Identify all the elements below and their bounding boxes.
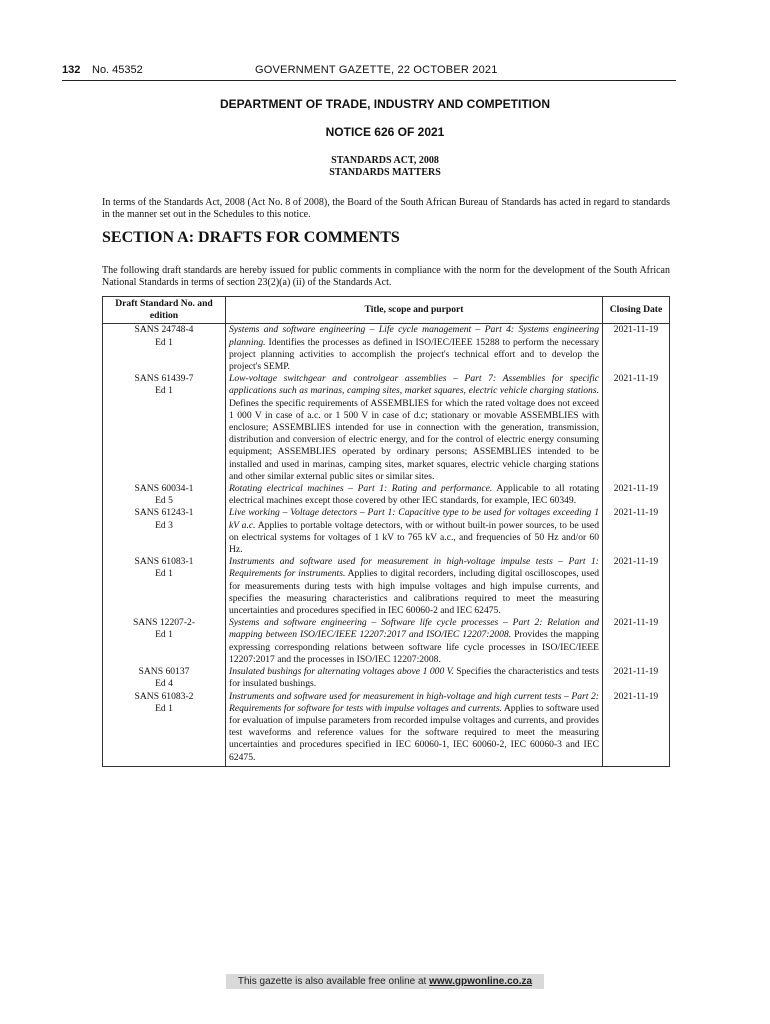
standard-edition: Ed 1 (155, 702, 173, 714)
standard-cell (103, 373, 226, 483)
standard-scope: Applicable to all rotating electrical machines except those covered by other IEC standards, for example, IEC 60349. (229, 483, 599, 507)
footer-text: This gazette is also available free online at (237, 976, 430, 987)
table-row (103, 324, 670, 373)
description-cell (226, 324, 603, 373)
closing-date: 2021-11-19 (603, 483, 670, 507)
standard-title: Low-voltage switchgear and controlgear assemblies – Part 7: Assemblies for specific applications such as marinas, camping sites, market squares, electric vehicle charging stations. (229, 373, 599, 397)
standard-edition: Ed 4 (155, 678, 173, 690)
table-row (103, 617, 670, 666)
gazette-title: GOVERNMENT GAZETTE, 22 OCTOBER 2021 (255, 64, 498, 76)
standard-cell (103, 617, 226, 666)
table-row (103, 373, 670, 483)
standard-scope: Defines the specific requirements of ASSEMBLIES for which the rated voltage does not exceed 1 000 V in case of a.c. or 1 500 V in case of d.c; stationary or movable ASSEMBLIES with enclosure; ASSEMBLIES intended for use in connection with the generation, transmission, distribution and conversion of electric energy, and for the control of electric energy consuming equipment; ASSEMBLIES operated by ordinary persons; ASSEMBLIES intended to be installed and used in marinas, camping sites, market squares, electric vehicle charging stations and other similar external public sites or similar sites. (229, 397, 599, 482)
description-cell (226, 617, 603, 666)
closing-date: 2021-11-19 (603, 373, 670, 483)
table-header-row (103, 297, 670, 324)
table-row (103, 666, 670, 690)
description-cell (226, 483, 603, 507)
standard-number: SANS 61083-2 (134, 690, 194, 702)
standard-cell (103, 324, 226, 373)
page-number: 132 (62, 64, 81, 76)
drafts-table (102, 296, 670, 767)
table-row (103, 556, 670, 617)
standard-edition: Ed 1 (155, 336, 173, 348)
standard-scope: Provides the mapping expressing corresponding relations between software life cycle processes in ISO/IEC/IEEE 12207:2017 and the processes in ISO/IEC 12207:2008. (229, 629, 599, 665)
section-paragraph: The following draft standards are hereby issued for public comments in compliance with the norm for the development of the South African National Standards in terms of section 23(2)(a) (ii) of the Standards Act. (102, 265, 670, 288)
standard-scope: Specifies the characteristics and tests for insulated bushings. (229, 666, 599, 690)
footer-banner (226, 974, 544, 989)
standard-edition: Ed 1 (155, 568, 173, 580)
standard-title: Insulated bushings for alternating voltages above 1 000 V. (229, 666, 454, 678)
standard-edition: Ed 5 (155, 495, 173, 507)
standard-number: SANS 60034-1 (134, 483, 194, 495)
standard-edition: Ed 1 (155, 629, 173, 641)
standard-title: Systems and software engineering – Software life cycle processes – Part 2: Relation and mapping between ISO/IEC/IEEE 12207:2017 and ISO/IEC 12207:2008. (229, 617, 599, 641)
standard-scope: Applies to digital recorders, including digital oscilloscopes, used for measurements during tests with high impulse voltages and high impulse currents, and specifies the measuring characteristics and calibrations required to meet the measuring uncertainties and procedures specified in IEC 60060-2 and IEC 62475. (229, 568, 599, 617)
act-line-2: STANDARDS MATTERS (329, 167, 441, 178)
description-cell (226, 373, 603, 483)
standard-number: SANS 61083-1 (134, 556, 194, 568)
closing-date: 2021-11-19 (603, 507, 670, 556)
standard-title: Instruments and software used for measurement in high-voltage and high current tests – Part 2: Requirements for software for tests with impulse voltages and currents. (229, 690, 599, 714)
description-cell (226, 556, 603, 617)
description-cell (226, 666, 603, 690)
header-standard: Draft Standard No. and edition (103, 297, 226, 324)
closing-date: 2021-11-19 (603, 691, 670, 767)
standard-scope: Identifies the processes as defined in ISO/IEC/IEEE 15288 to perform the necessary project planning activities to accomplish the project's technical effort and to develop the project's SEMP. (229, 336, 599, 373)
standard-cell (103, 483, 226, 507)
standard-title: Instruments and software used for measurement in high-voltage impulse tests – Part 1: Requirements for instruments. (229, 556, 599, 580)
standard-cell (103, 666, 226, 690)
footer-link[interactable]: www.gpwonline.co.za (429, 976, 533, 987)
standard-scope: Applies to software used for evaluation of impulse parameters from recorded impulse voltages and currents, and provides test waveforms and reference values for the software required to meet the measuring uncertainties and procedures specified in IEC 60060-1, IEC 60060-2, IEC 60060-3 and IEC 62475. (229, 702, 599, 763)
header-closing-date: Closing Date (603, 297, 670, 324)
act-heading (100, 155, 670, 179)
table-row (103, 483, 670, 507)
standard-number: SANS 61243-1 (134, 507, 194, 519)
standard-number: SANS 24748-4 (134, 324, 194, 336)
standard-number: SANS 60137 (138, 666, 190, 678)
gazette-header (62, 64, 672, 80)
closing-date: 2021-11-19 (603, 556, 670, 617)
header-title: Title, scope and purport (226, 297, 603, 324)
standard-title: Systems and software engineering – Life cycle management – Part 4: Systems engineering planning. (229, 324, 599, 348)
standard-number: SANS 12207-2- (132, 617, 196, 629)
closing-date: 2021-11-19 (603, 324, 670, 373)
standard-cell (103, 507, 226, 556)
department-heading: DEPARTMENT OF TRADE, INDUSTRY AND COMPETITION (220, 97, 550, 111)
description-cell (226, 691, 603, 767)
standard-title: Rotating electrical machines – Part 1: Rating and performance. (229, 483, 493, 495)
standard-edition: Ed 3 (155, 519, 173, 531)
header-divider (62, 80, 676, 81)
closing-date: 2021-11-19 (603, 666, 670, 690)
section-title: SECTION A: DRAFTS FOR COMMENTS (102, 229, 400, 246)
standard-cell (103, 691, 226, 767)
gazette-number: No. 45352 (92, 64, 143, 76)
standard-number: SANS 61439-7 (134, 373, 194, 385)
act-line-1: STANDARDS ACT, 2008 (331, 155, 439, 166)
standard-title: Live working – Voltage detectors – Part 1: Capacitive type to be used for voltages exceeding 1 kV a.c. (229, 507, 599, 531)
standard-edition: Ed 1 (155, 385, 173, 397)
intro-paragraph: In terms of the Standards Act, 2008 (Act No. 8 of 2008), the Board of the South African Bureau of Standards has acted in regard to standards in the manner set out in the Schedules to this notice. (102, 197, 670, 220)
description-cell (226, 507, 603, 556)
table-row (103, 507, 670, 556)
standard-cell (103, 556, 226, 617)
notice-heading: NOTICE 626 OF 2021 (325, 125, 445, 139)
closing-date: 2021-11-19 (603, 617, 670, 666)
table-row (103, 691, 670, 767)
standard-scope: Applies to portable voltage detectors, with or without built-in power sources, to be used on electrical systems for voltages of 1 kV to 765 kV a.c., and frequencies of 50 Hz and/or 60 Hz. (229, 519, 599, 556)
